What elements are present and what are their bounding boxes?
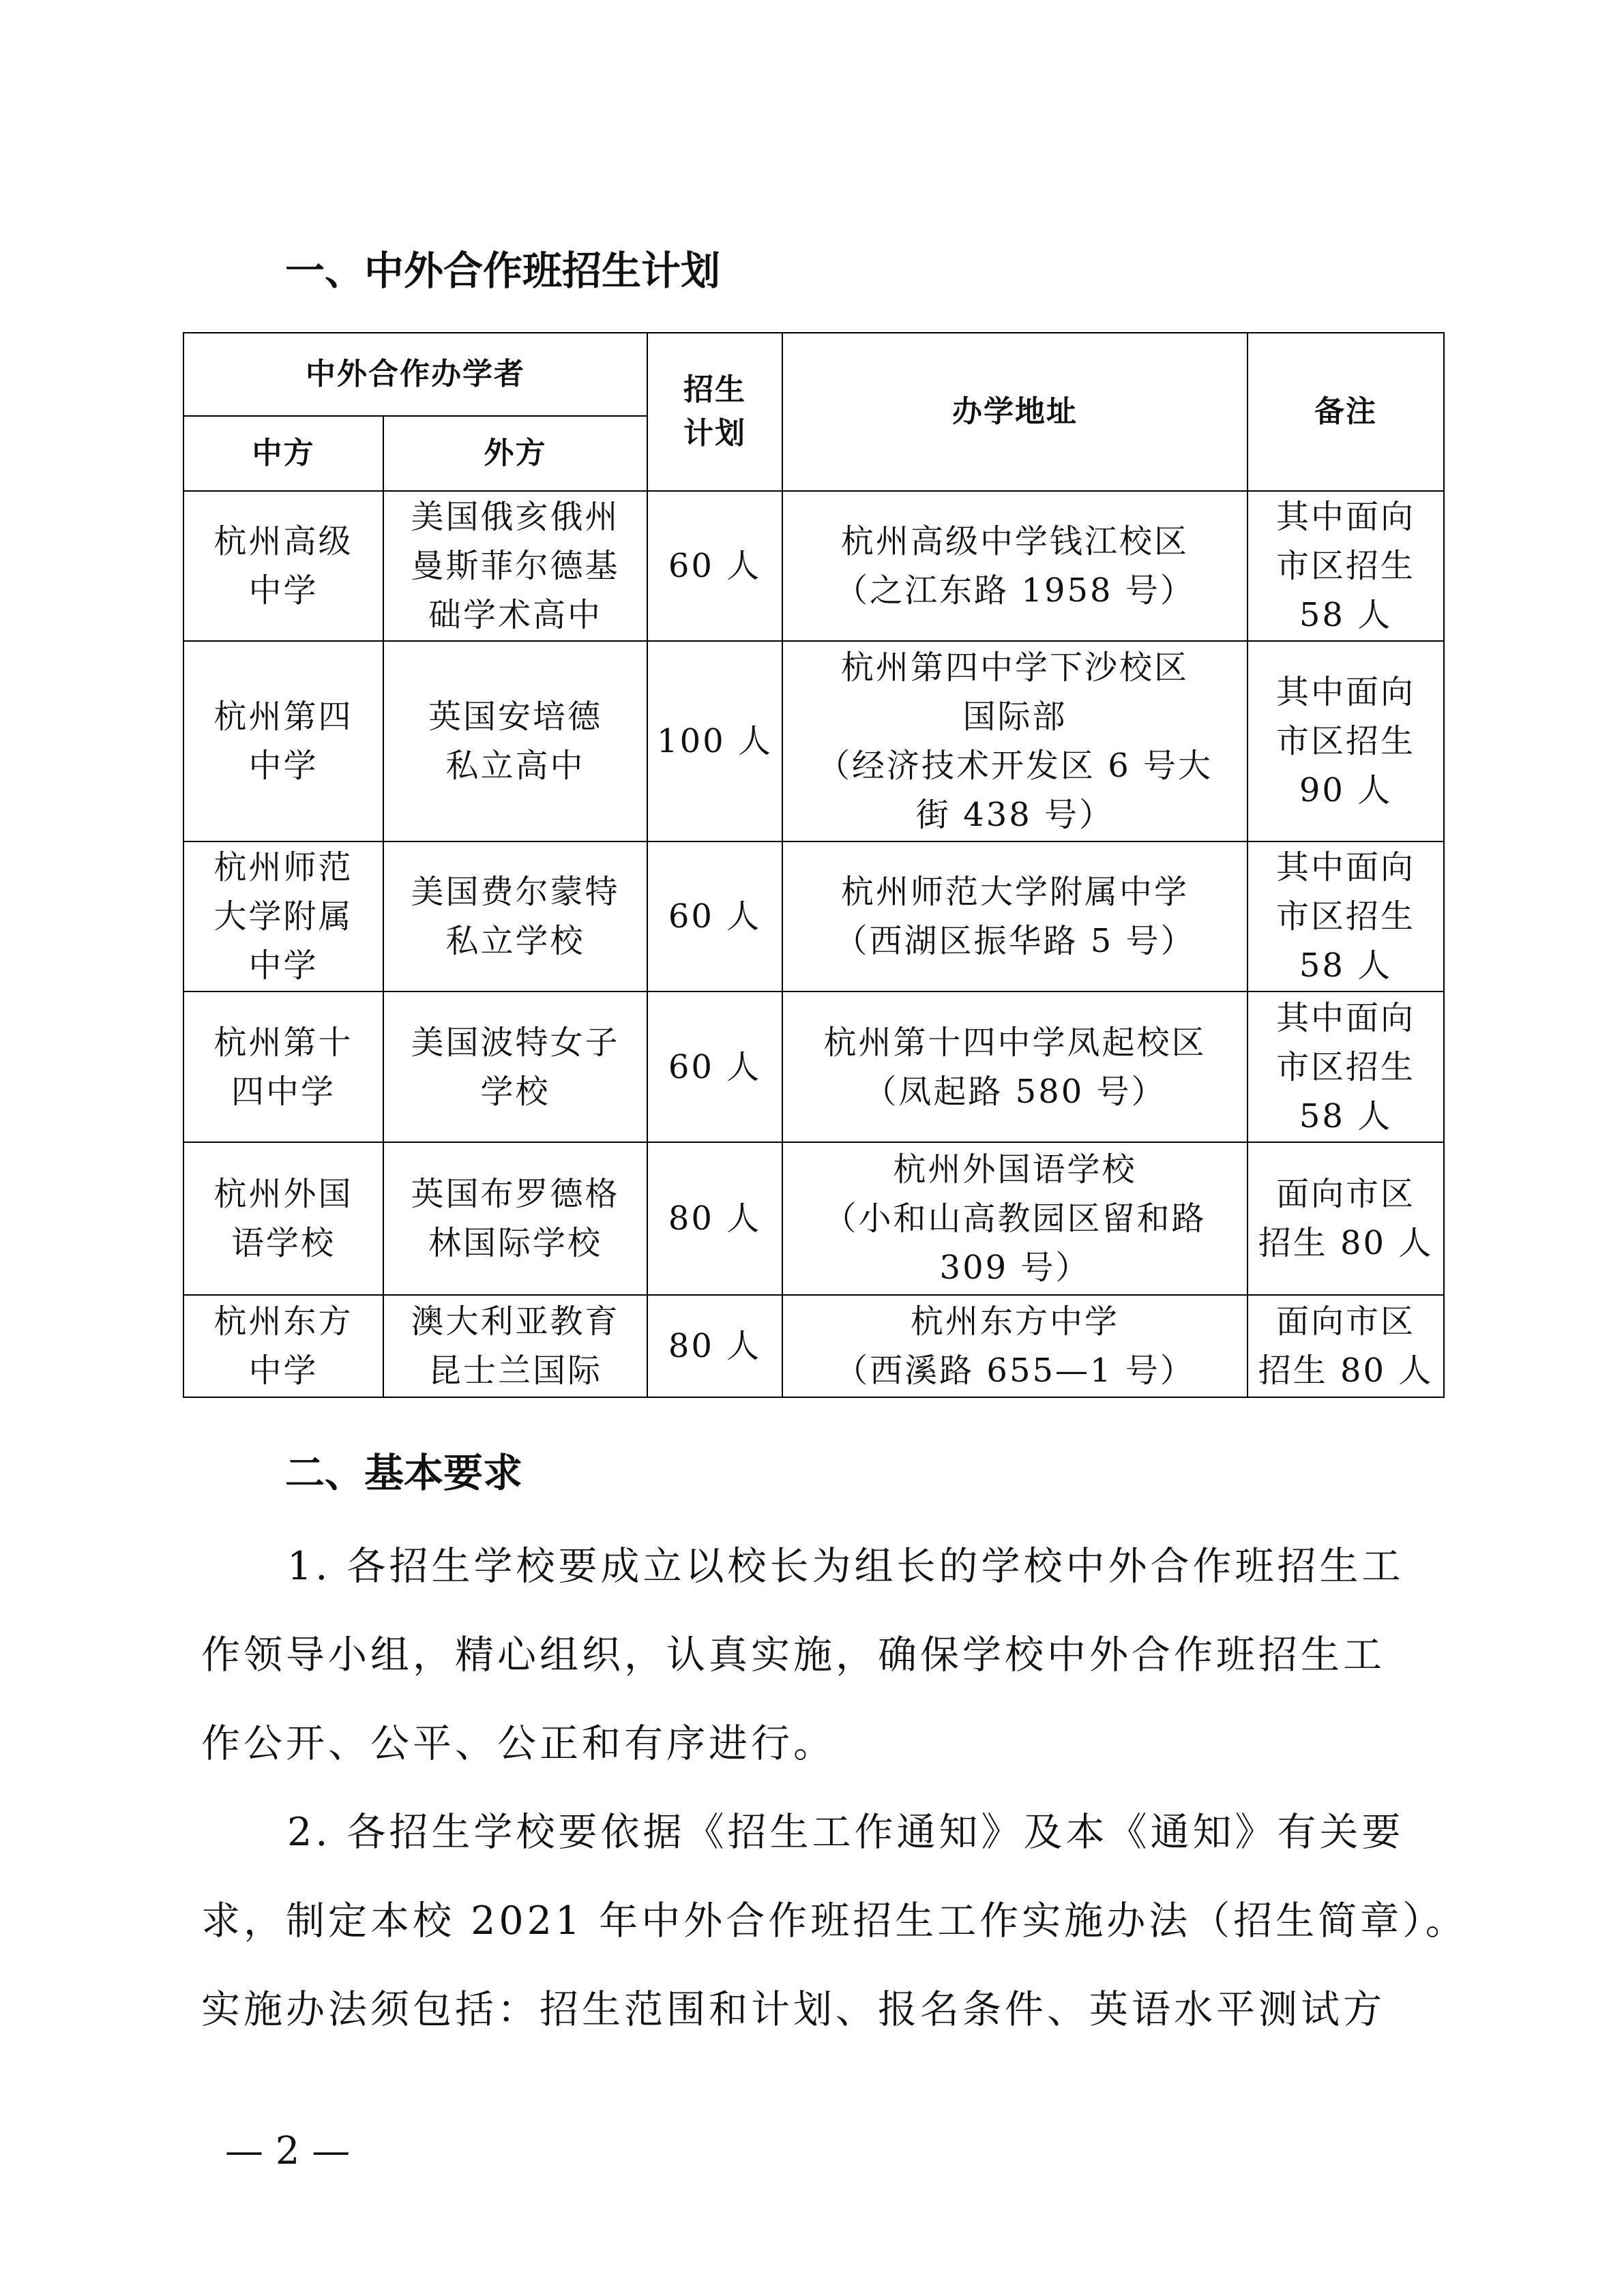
cell-line: 58 人 [1299,946,1393,985]
cell-line: 面向市区 [1275,1175,1415,1213]
cell-line: 中学 [248,747,319,785]
cell-line: 美国俄亥俄州 [411,498,620,536]
cell-line: 市区招生 [1275,897,1415,936]
cell-line: 90 人 [1299,771,1393,809]
cell-line: 街 438 号） [915,796,1114,834]
table-row [183,1142,1444,1295]
cell-line: 招生 80 人 [1258,1352,1434,1390]
header-plan [647,333,782,491]
cell-line: 中学 [248,946,319,985]
paragraph-line: 作领导小组，精心组织，认真实施，确保学校中外合作班招生工 [201,1632,1385,1678]
cell-plan: 60 人 [647,992,782,1142]
header-partners: 中外合作办学者 [183,333,647,416]
header-foreign-side: 外方 [383,416,647,491]
cell-line: 中学 [248,571,319,610]
cell-plan: 100 人 [647,641,782,841]
cell-remark [1247,491,1444,641]
cell-foreign-school [383,992,647,1142]
cell-line: 杭州第十四中学凤起校区 [823,1023,1207,1062]
cell-foreign-school [383,841,647,992]
paragraph-line: 1. 各招生学校要成立以校长为组长的学校中外合作班招生工 [287,1544,1404,1589]
cell-line: 市区招生 [1275,1047,1415,1086]
cell-line: （经济技术开发区 6 号大 [816,747,1213,785]
cell-line: 其中面向 [1275,848,1415,886]
paragraph-line: 求，制定本校 2021 年中外合作班招生工作实施办法（招生简章）。 [201,1898,1468,1943]
cell-line: 国际部 [962,698,1067,736]
header-plan-line1: 招生 [683,372,746,407]
cell-plan: 80 人 [647,1142,782,1295]
cell-line: 础学术高中 [428,596,602,634]
header-remark: 备注 [1247,333,1444,491]
cell-chinese-school [183,491,383,641]
page-number: — 2 — [225,2129,351,2173]
cell-remark [1247,641,1444,841]
header-chinese-side: 中方 [183,416,383,491]
cell-chinese-school [183,641,383,841]
cell-line: 杭州第十 [213,1023,353,1062]
paragraph-line: 2. 各招生学校要依据《招生工作通知》及本《通知》有关要 [287,1810,1404,1855]
header-plan-line2: 计划 [683,416,746,451]
cell-remark [1247,1295,1444,1397]
cell-address [782,641,1247,841]
cell-remark [1247,841,1444,992]
paragraph-2 [201,1788,1468,2054]
paragraph-1 [201,1522,1449,1788]
cell-line: 杭州第四中学下沙校区 [840,648,1189,687]
section2-heading: 二、基本要求 [285,1450,523,1496]
cell-line: 私立高中 [445,747,585,785]
cell-line: 杭州第四 [213,698,353,736]
paragraph-line: 作公开、公平、公正和有序进行。 [201,1721,836,1766]
cell-line: （西湖区振华路 5 号） [834,922,1196,960]
cell-line: 其中面向 [1275,998,1415,1037]
cell-foreign-school [383,1142,647,1295]
table-row [183,992,1444,1142]
cell-line: （西溪路 655—1 号） [835,1352,1195,1390]
cell-line: 杭州外国 [213,1175,353,1213]
table-row [183,841,1444,992]
cell-line: 其中面向 [1275,498,1415,536]
cell-line: 昆士兰国际 [428,1352,602,1390]
cell-address [782,841,1247,992]
cell-line: 美国费尔蒙特 [411,873,620,911]
cell-line: （凤起路 580 号） [863,1072,1166,1111]
cell-line: 学校 [480,1072,550,1111]
table-row [183,641,1444,841]
cell-line: 四中学 [231,1072,336,1111]
header-address: 办学地址 [782,333,1247,491]
table-row [183,1295,1444,1397]
cell-line: 美国波特女子 [411,1023,620,1062]
cell-line: （小和山高教园区留和路 [823,1199,1207,1238]
cell-line: 中学 [248,1352,319,1390]
cell-foreign-school [383,491,647,641]
cell-line: 309 号） [939,1249,1091,1287]
cell-line: 大学附属 [213,897,353,936]
cell-line: 58 人 [1299,1097,1393,1135]
cell-line: 招生 80 人 [1258,1224,1434,1262]
cell-line: 58 人 [1299,596,1393,634]
cell-line: 其中面向 [1275,673,1415,711]
cell-line: 林国际学校 [428,1224,602,1262]
cell-chinese-school [183,841,383,992]
cell-foreign-school [383,1295,647,1397]
cell-address [782,1295,1247,1397]
cell-foreign-school [383,641,647,841]
cell-line: 杭州外国语学校 [893,1150,1137,1189]
cell-plan: 60 人 [647,841,782,992]
cell-plan: 60 人 [647,491,782,641]
cell-address [782,491,1247,641]
table-row [183,491,1444,641]
cell-line: 语学校 [231,1224,336,1262]
cell-line: 杭州东方中学 [910,1302,1119,1341]
cell-line: 市区招生 [1275,547,1415,585]
cell-line: 澳大利亚教育 [411,1302,620,1341]
cell-chinese-school [183,1142,383,1295]
cell-line: 杭州师范 [213,848,353,886]
cell-remark [1247,1142,1444,1295]
cell-address [782,1142,1247,1295]
cell-line: 英国安培德 [428,698,602,736]
enrollment-plan-table [183,332,1445,1398]
cell-line: 面向市区 [1275,1302,1415,1341]
cell-remark [1247,992,1444,1142]
cell-line: 杭州高级 [213,522,353,561]
cell-line: （之江东路 1958 号） [835,571,1195,610]
cell-line: 杭州高级中学钱江校区 [840,522,1189,561]
section1-heading: 一、中外合作班招生计划 [285,248,721,294]
cell-line: 私立学校 [445,922,585,960]
cell-line: 曼斯菲尔德基 [411,547,620,585]
cell-plan: 80 人 [647,1295,782,1397]
cell-chinese-school [183,1295,383,1397]
cell-line: 市区招生 [1275,722,1415,760]
table-header-row [183,333,1444,416]
cell-line: 英国布罗德格 [411,1175,620,1213]
paragraph-line: 实施办法须包括：招生范围和计划、报名条件、英语水平测试方 [201,1987,1385,2032]
cell-address [782,992,1247,1142]
cell-line: 杭州师范大学附属中学 [840,873,1189,911]
cell-line: 杭州东方 [213,1302,353,1341]
cell-chinese-school [183,992,383,1142]
